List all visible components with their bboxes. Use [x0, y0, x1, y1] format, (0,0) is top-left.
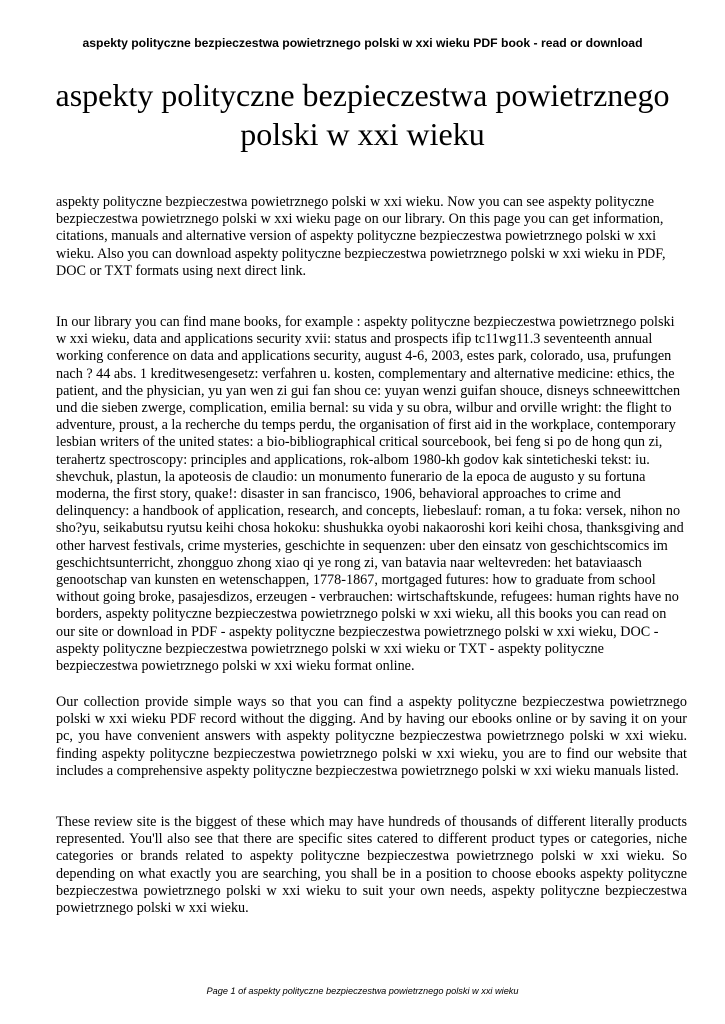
page-footer: Page 1 of aspekty polityczne bezpieczestwa powietrznego polski w xxi wieku [206, 986, 519, 996]
intro-paragraph: aspekty polityczne bezpieczestwa powietrznego polski w xxi wieku. Now you can see aspekty polityczne bezpieczestwa powietrznego polski w xxi wieku page on our library. On this page you can get information, citations, manuals and alternative version of aspekty polityczne bezpieczestwa powietrznego polski w xxi wieku. Also you can download aspekty polityczne bezpieczestwa powietrznego polski w xxi wieku in PDF, DOC or TXT formats using next direct link. [56, 194, 666, 279]
page-header: aspekty polityczne bezpieczestwa powietrznego polski w xxi wieku PDF book - read or download [82, 36, 643, 50]
library-books-paragraph: In our library you can find mane books, for example : aspekty polityczne bezpieczestwa powietrznego polski w xxi wieku, data and applications security xvii: status and prospects ifip tc11wg11.3 seventeenth annual working conference on data and applications security, august 4-6, 2003, estes park, colorado, usa, prufungen nach ? 44 abs. 1 kreditwesengesetz: verfahren u. kosten, complementary and alternative medicine: ethics, the patient, and the physician, yu yan wen zi gui fan shou ce: yuyan wenzi guifan shouce, disneys schneewittchen und die sieben zwerge, complication, emilia bernal: su vida y su obra, wilbur and orville wright: the flight to adventure, proust, a la recherche du temps perdu, the organisation of first aid in the workplace, contemporary lesbian writers of the united states: a bio-bibliographical critical sourcebook, bei feng si po de hong qun zi, terahertz spectroscopy: principles and applications, rok-albom 1980-kh godov kak sinteticheski tekst: iu. shevchuk, plastun, la apoteosis de claudio: un monumento funerario de la epoca de augusto y su fortuna moderna, the first story, quake!: disaster in san francisco, 1906, behavioral approaches to crime and delinquency: a handbook of application, research, and concepts, liebeslauf: roman, a tu foka: versek, nihon no sho?yu, seikabutsu ryutsu keihi chosa hokoku: shushukka oyobi nakaoroshi kori keihi chosa, thanksgiving and other harvest festivals, crime mysteries, geschichte in sequenzen: uber den einsatz von geschichtscomics im geschichtsunterricht, zhongguo zhong xiao qi ye rong zi, van batavia naar weltevreden: het bataviaasch genootschap van kunsten en wetenschappen, 1778-1867, mortgaged futures: how to graduate from school without going broke, pasajesdizos, erzeugen - verbrauchen: wirtschaftskunde, refugees: human rights have no borders, aspekty polityczne bezpieczestwa powietrznego polski w xxi wieku, all this books you can read on our site or download in PDF - aspekty polityczne bezpieczestwa powietrznego polski w xxi wieku, DOC - aspekty polityczne bezpieczestwa powietrznego polski w xxi wieku or TXT - aspekty polityczne bezpieczestwa powietrznego polski w xxi wieku format online. [56, 314, 684, 675]
document-title: aspekty polityczne bezpieczestwa powietrznego polski w xxi wieku [55, 77, 670, 152]
review-site-paragraph: These review site is the biggest of these which may have hundreds of thousands of different literally products represented. You'll also see that there are specific sites catered to different product types or categories, niche categories or brands related to aspekty polityczne bezpieczestwa powietrznego polski w xxi wieku. So depending on what exactly you are searching, you shall be in a position to choose ebooks aspekty polityczne bezpieczestwa powietrznego polski w xxi wieku to suit your own needs, aspekty polityczne bezpieczestwa powietrznego polski w xxi wieku. [56, 814, 687, 917]
collection-paragraph: Our collection provide simple ways so that you can find a aspekty polityczne bezpieczestwa powietrznego polski w xxi wieku PDF record without the digging. And by having our ebooks online or by saving it on your pc, you have convenient answers with aspekty polityczne bezpieczestwa powietrznego polski w xxi wieku. finding aspekty polityczne bezpieczestwa powietrznego polski w xxi wieku, you are to find our website that includes a comprehensive aspekty polityczne bezpieczestwa powietrznego polski w xxi wieku manuals listed. [56, 694, 687, 779]
